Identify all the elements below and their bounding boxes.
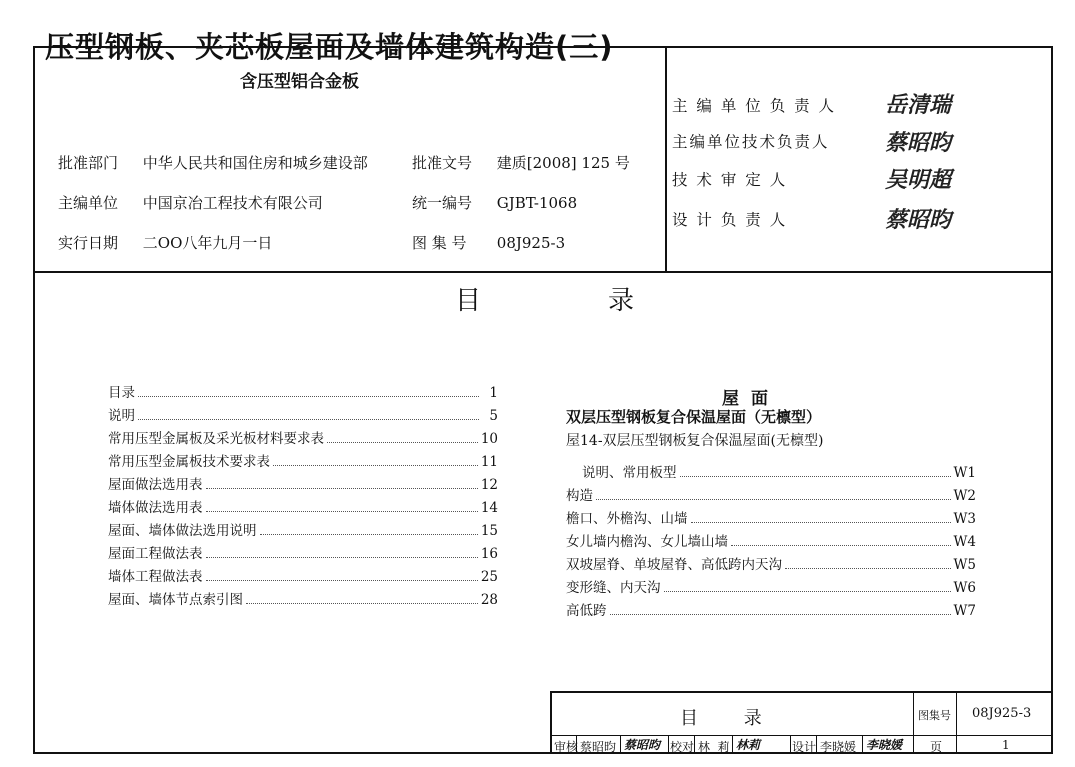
toc-leader-dots bbox=[273, 464, 478, 466]
signature-image: 吴明超 bbox=[885, 167, 952, 193]
title-block-cell-line bbox=[862, 735, 863, 754]
page-label: 页 bbox=[930, 740, 943, 754]
unified-no-label: 统一编号 bbox=[412, 194, 473, 212]
toc-right-list bbox=[566, 462, 976, 623]
checker-name: 林 莉 bbox=[698, 740, 730, 754]
toc-entry-page: 16 bbox=[480, 546, 498, 562]
toc-entry-page: W2 bbox=[953, 488, 976, 504]
title-block-cell-line bbox=[576, 735, 577, 754]
sub-heading: 双层压型钢板复合保温屋面（无檩型） bbox=[566, 408, 822, 426]
toc-entry bbox=[566, 531, 976, 554]
section-heading: 屋面 bbox=[722, 389, 780, 409]
toc-entry bbox=[108, 405, 498, 428]
toc-entry-page: 14 bbox=[480, 500, 498, 516]
toc-entry-page: W5 bbox=[953, 557, 976, 573]
toc-entry bbox=[108, 543, 498, 566]
toc-entry-name: 说明 bbox=[108, 408, 135, 424]
signature-image: 蔡昭昀 bbox=[885, 130, 952, 156]
toc-entry bbox=[108, 428, 498, 451]
toc-entry-page: 12 bbox=[480, 477, 498, 493]
toc-leader-dots bbox=[731, 544, 951, 546]
reviewer-name: 蔡昭昀 bbox=[580, 740, 617, 754]
title-block bbox=[550, 691, 1053, 754]
approval-doc-label: 批准文号 bbox=[412, 154, 473, 172]
approval-doc-value: 建质[2008] 125 号 bbox=[496, 154, 630, 172]
toc-entry-name: 高低跨 bbox=[566, 603, 607, 619]
atlas-no-label: 图 集 号 bbox=[412, 234, 467, 252]
atlas-no-value: 08J925-3 bbox=[496, 234, 566, 252]
signature-image: 林莉 bbox=[736, 738, 761, 752]
toc-entry-page: W1 bbox=[953, 465, 976, 481]
signatory-role: 技 术 审 定 人 bbox=[672, 171, 788, 189]
title-block-cell-line bbox=[732, 735, 733, 754]
signatory-row bbox=[672, 208, 850, 230]
toc-entry-page: W3 bbox=[953, 511, 976, 527]
toc-entry bbox=[108, 451, 498, 474]
editor-unit-value: 中国京冶工程技术有限公司 bbox=[142, 194, 323, 212]
title-block-vline bbox=[913, 693, 914, 754]
signature-image: 李晓媛 bbox=[866, 738, 903, 752]
title-block-cell-line bbox=[816, 735, 817, 754]
title-block-cell-line bbox=[694, 735, 695, 754]
toc-entry-name: 常用压型金属板及采光板材料要求表 bbox=[108, 431, 324, 447]
toc-leader-dots bbox=[610, 613, 951, 615]
toc-leader-dots bbox=[260, 533, 478, 535]
toc-entry-name: 屋面、墙体节点索引图 bbox=[108, 592, 243, 608]
toc-entry-name: 屋面工程做法表 bbox=[108, 546, 203, 562]
toc-entry-name: 双坡屋脊、单坡屋脊、高低跨内天沟 bbox=[566, 557, 782, 573]
signatory-role: 主编单位技术负责人 bbox=[672, 133, 830, 151]
toc-entry bbox=[108, 566, 498, 589]
toc-entry-page: 15 bbox=[480, 523, 498, 539]
signatory-row bbox=[672, 168, 850, 190]
signatory-row bbox=[672, 130, 850, 152]
toc-entry bbox=[108, 497, 498, 520]
effective-date-label: 实行日期 bbox=[58, 234, 119, 252]
signature-image: 蔡昭昀 bbox=[624, 738, 661, 752]
toc-entry-name: 变形缝、内天沟 bbox=[566, 580, 661, 596]
atlas-title: 压型钢板、夹芯板屋面及墙体建筑构造(三) bbox=[45, 30, 614, 64]
atlas-no bbox=[412, 232, 565, 253]
unified-no-value: GJBT-1068 bbox=[496, 194, 578, 212]
header-divider bbox=[35, 271, 1051, 273]
toc-leader-dots bbox=[138, 418, 479, 420]
toc-entry bbox=[566, 462, 976, 485]
signatory-row bbox=[672, 94, 850, 116]
toc-entry-page: W4 bbox=[953, 534, 976, 550]
approval-dept-label: 批准部门 bbox=[58, 154, 119, 172]
toc-leader-dots bbox=[206, 579, 478, 581]
signatory-role: 设 计 负 责 人 bbox=[672, 211, 788, 229]
title-block-cell-line bbox=[668, 735, 669, 754]
atlas-subtitle: 含压型铝合金板 bbox=[240, 72, 359, 92]
toc-entry-name: 说明、常用板型 bbox=[582, 465, 677, 481]
toc-entry-name: 墙体做法选用表 bbox=[108, 500, 203, 516]
toc-entry-page: 28 bbox=[480, 592, 498, 608]
toc-entry-name: 屋面做法选用表 bbox=[108, 477, 203, 493]
sub-heading-2: 屋14-双层压型钢板复合保温屋面(无檩型) bbox=[566, 433, 824, 449]
header-vertical-divider bbox=[665, 48, 667, 271]
effective-date bbox=[58, 232, 272, 253]
toc-entry bbox=[566, 577, 976, 600]
toc-entry-name: 屋面、墙体做法选用说明 bbox=[108, 523, 257, 539]
title-block-atlas-label: 图集号 bbox=[918, 709, 951, 722]
unified-no bbox=[412, 192, 577, 213]
toc-leader-dots bbox=[246, 602, 478, 604]
signature-image: 蔡昭昀 bbox=[885, 207, 952, 233]
toc-entry-page: 25 bbox=[480, 569, 498, 585]
toc-leader-dots bbox=[691, 521, 951, 523]
toc-leader-dots bbox=[785, 567, 951, 569]
toc-entry-page: 11 bbox=[480, 454, 498, 470]
toc-title-left: 目 bbox=[455, 286, 482, 316]
title-block-title: 目 录 bbox=[680, 708, 762, 729]
toc-entry-name: 墙体工程做法表 bbox=[108, 569, 203, 585]
toc-entry-page: 5 bbox=[489, 408, 498, 424]
toc-leader-dots bbox=[206, 510, 478, 512]
page-number: 1 bbox=[1002, 738, 1010, 752]
effective-date-value: 二OO八年九月一日 bbox=[142, 234, 273, 252]
toc-title-right: 录 bbox=[608, 286, 635, 316]
title-block-atlas-no: 08J925-3 bbox=[972, 706, 1032, 721]
approval-dept bbox=[58, 152, 368, 173]
check-label: 校对 bbox=[670, 740, 695, 754]
toc-leader-dots bbox=[596, 498, 951, 500]
toc-entry-page: W6 bbox=[953, 580, 976, 596]
toc-entry-page: W7 bbox=[953, 603, 976, 619]
toc-left-list bbox=[108, 382, 498, 612]
toc-entry-name: 女儿墙内檐沟、女儿墙山墙 bbox=[566, 534, 728, 550]
toc-entry-page: 10 bbox=[480, 431, 498, 447]
toc-entry bbox=[566, 554, 976, 577]
toc-entry-name: 檐口、外檐沟、山墙 bbox=[566, 511, 688, 527]
signature-image: 岳清瑞 bbox=[885, 92, 952, 118]
toc-entry-name: 常用压型金属板技术要求表 bbox=[108, 454, 270, 470]
toc-entry-name: 目录 bbox=[108, 385, 135, 401]
toc-leader-dots bbox=[664, 590, 951, 592]
approval-dept-value: 中华人民共和国住房和城乡建设部 bbox=[142, 154, 368, 172]
designer-name: 李晓媛 bbox=[820, 740, 857, 754]
toc-entry bbox=[108, 589, 498, 612]
toc-leader-dots bbox=[327, 441, 478, 443]
title-block-vline bbox=[956, 693, 957, 754]
title-block-cell-line bbox=[790, 735, 791, 754]
signatory-role: 主 编 单 位 负 责 人 bbox=[672, 97, 837, 115]
title-block-cell-line bbox=[620, 735, 621, 754]
approval-doc bbox=[412, 152, 630, 173]
toc-leader-dots bbox=[206, 487, 478, 489]
review-label: 审核 bbox=[554, 740, 579, 754]
toc-entry bbox=[108, 382, 498, 405]
toc-leader-dots bbox=[138, 395, 479, 397]
toc-entry bbox=[566, 485, 976, 508]
toc-entry bbox=[566, 508, 976, 531]
editor-unit-label: 主编单位 bbox=[58, 194, 119, 212]
toc-entry-name: 构造 bbox=[566, 488, 593, 504]
toc-entry-page: 1 bbox=[489, 385, 498, 401]
editor-unit bbox=[58, 192, 323, 213]
toc-entry bbox=[566, 600, 976, 623]
toc-entry bbox=[108, 520, 498, 543]
toc-leader-dots bbox=[680, 475, 951, 477]
toc-entry bbox=[108, 474, 498, 497]
design-label: 设计 bbox=[792, 740, 817, 754]
toc-leader-dots bbox=[206, 556, 478, 558]
